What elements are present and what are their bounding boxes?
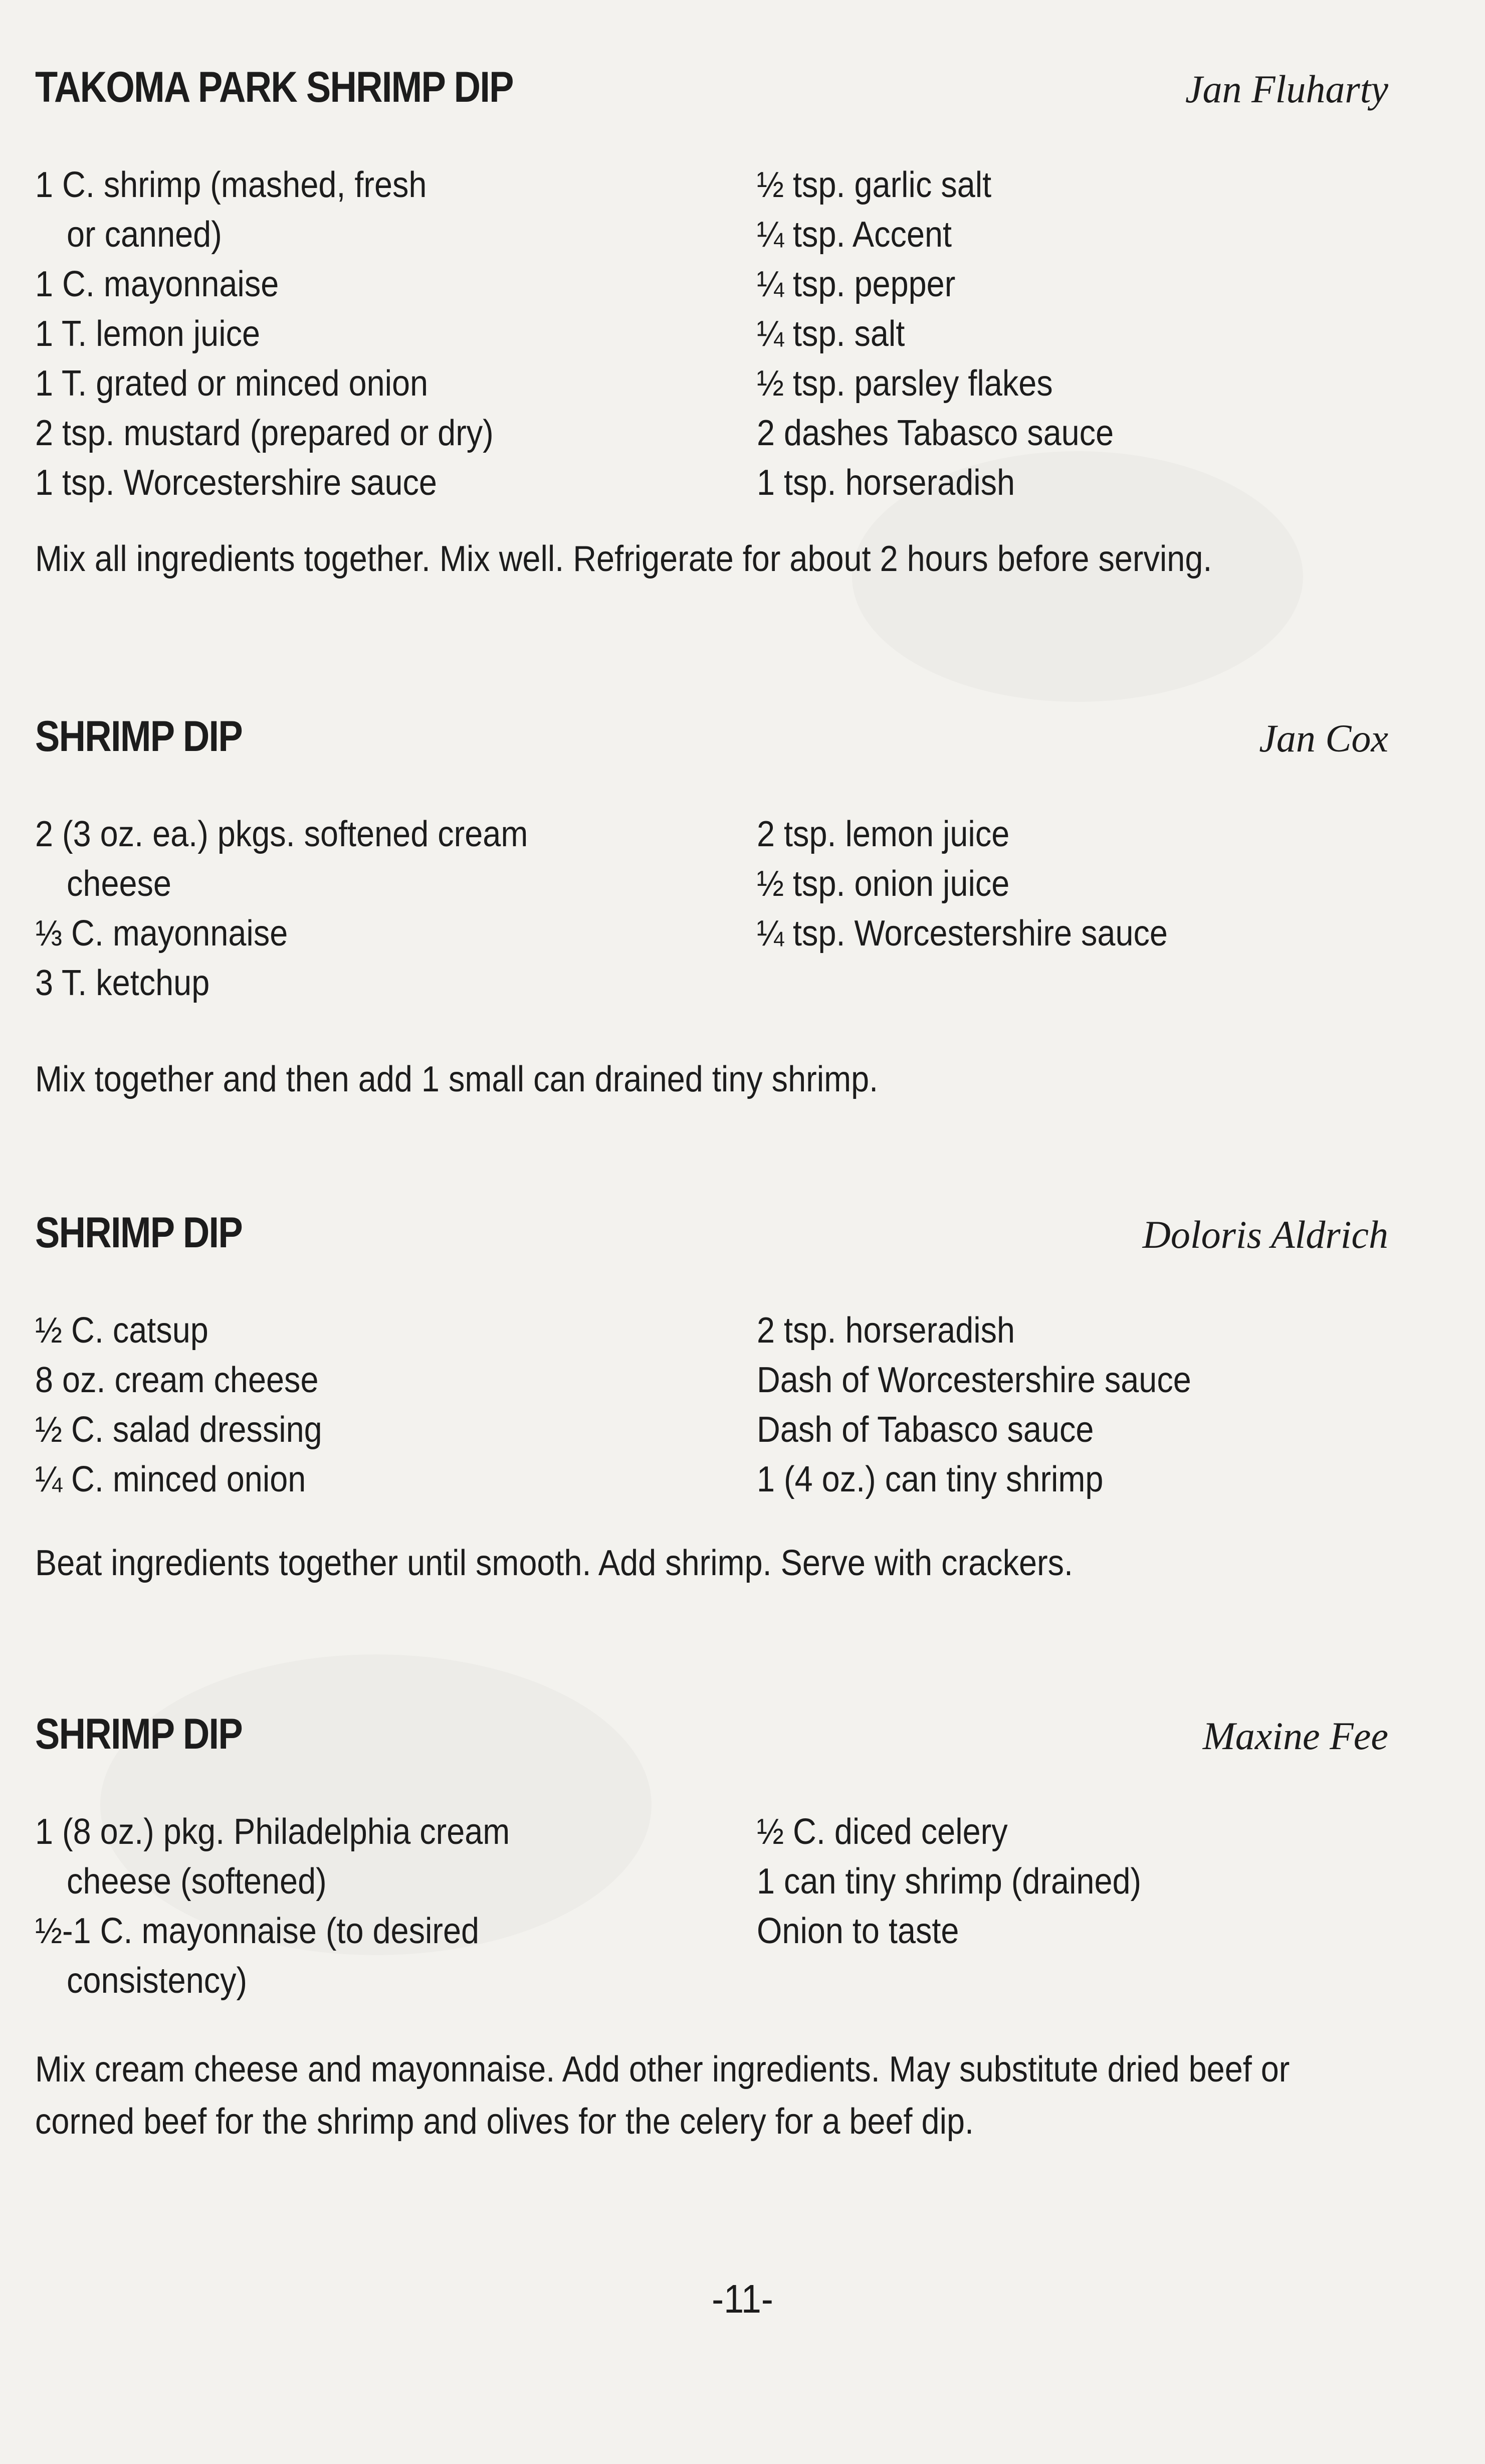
ingredient: 1 T. lemon juice: [35, 314, 261, 354]
recipe-instructions: Mix together and then add 1 small can drained tiny shrimp.: [35, 1059, 879, 1099]
ingredient-column-left: [35, 160, 757, 508]
ingredient-column-left: [35, 1306, 757, 1504]
ingredient: ½ tsp. garlic salt: [757, 165, 992, 205]
recipe-shrimp-dip-fee: [35, 1710, 1388, 2148]
ingredient: 2 tsp. mustard (prepared or dry): [35, 413, 494, 453]
recipe-title: SHRIMP DIP: [35, 1710, 242, 1758]
recipe-header: [35, 1208, 1388, 1263]
ingredient: cheese (softened): [67, 1861, 327, 1902]
ingredient-list: [35, 810, 1388, 1008]
ingredient-list: [35, 1306, 1388, 1504]
ingredient: 2 tsp. lemon juice: [757, 814, 1010, 854]
ingredient: 1 tsp. Worcestershire sauce: [35, 463, 437, 503]
ingredient: ½ C. catsup: [35, 1310, 208, 1351]
ingredient: 2 tsp. horseradish: [757, 1310, 1015, 1351]
ingredient: Onion to taste: [757, 1911, 959, 1951]
ingredient-column-left: [35, 810, 757, 1008]
ingredient: ⅓ C. mayonnaise: [35, 913, 288, 954]
page-number: -11-: [712, 2277, 773, 2321]
ingredient: 2 (3 oz. ea.) pkgs. softened cream: [35, 814, 528, 854]
ingredient: 1 can tiny shrimp (drained): [757, 1861, 1142, 1902]
recipe-title: SHRIMP DIP: [35, 712, 242, 761]
recipe-author: Jan Fluharty: [1185, 67, 1388, 111]
ingredient-list: [35, 160, 1388, 508]
ingredient-list: [35, 1807, 1388, 2006]
recipe-author: Jan Cox: [1259, 716, 1388, 760]
recipe-title: SHRIMP DIP: [35, 1209, 242, 1257]
ingredient-column-right: [757, 1306, 1388, 1504]
ingredient: 1 (8 oz.) pkg. Philadelphia cream: [35, 1812, 510, 1852]
ingredient: consistency): [67, 1961, 248, 2001]
recipe-author: Doloris Aldrich: [1142, 1213, 1388, 1256]
recipe-header: [35, 63, 1388, 118]
recipe-takoma-park-shrimp-dip: [35, 63, 1388, 585]
recipe-instructions: Mix cream cheese and mayonnaise. Add other ingredients. May substitute dried beef or corned beef for the shrimp and olives for the celery for a beef dip.: [35, 2049, 1290, 2142]
ingredient: 2 dashes Tabasco sauce: [757, 413, 1114, 453]
ingredient: ½-1 C. mayonnaise (to desired: [35, 1911, 480, 1951]
ingredient: 1 C. shrimp (mashed, fresh: [35, 165, 427, 205]
ingredient: ¼ tsp. Worcestershire sauce: [757, 913, 1168, 954]
ingredient-column-right: [757, 1807, 1388, 2006]
recipe-shrimp-dip-aldrich: [35, 1208, 1388, 1589]
ingredient: ¼ tsp. salt: [757, 314, 905, 354]
ingredient: ¼ tsp. pepper: [757, 264, 956, 304]
ingredient: Dash of Worcestershire sauce: [757, 1360, 1191, 1400]
ingredient: 1 (4 oz.) can tiny shrimp: [757, 1459, 1104, 1499]
ingredient: 8 oz. cream cheese: [35, 1360, 319, 1400]
recipe-header: [35, 712, 1388, 767]
ingredient: Dash of Tabasco sauce: [757, 1410, 1094, 1450]
recipe-shrimp-dip-cox: [35, 712, 1388, 1105]
ingredient: 3 T. ketchup: [35, 963, 210, 1003]
ingredient: 1 T. grated or minced onion: [35, 363, 429, 404]
recipe-title: TAKOMA PARK SHRIMP DIP: [35, 63, 513, 111]
recipe-instructions: Beat ingredients together until smooth. Add shrimp. Serve with crackers.: [35, 1543, 1074, 1583]
ingredient: ½ tsp. parsley flakes: [757, 363, 1053, 404]
ingredient-column-left: [35, 1807, 757, 2006]
ingredient-column-right: [757, 160, 1388, 508]
ingredient: 1 tsp. horseradish: [757, 463, 1015, 503]
ingredient: ½ tsp. onion juice: [757, 864, 1010, 904]
ingredient: ¼ tsp. Accent: [757, 215, 952, 255]
recipe-instructions: Mix all ingredients together. Mix well. Refrigerate for about 2 hours before serving.: [35, 539, 1212, 579]
ingredient: 1 C. mayonnaise: [35, 264, 279, 304]
ingredient: ½ C. salad dressing: [35, 1410, 322, 1450]
ingredient: cheese: [67, 864, 171, 904]
recipe-author: Maxine Fee: [1202, 1714, 1388, 1758]
ingredient: ½ C. diced celery: [757, 1812, 1008, 1852]
ingredient: ¼ C. minced onion: [35, 1459, 306, 1499]
ingredient: or canned): [67, 215, 222, 255]
ingredient-column-right: [757, 810, 1388, 1008]
recipe-header: [35, 1710, 1388, 1765]
